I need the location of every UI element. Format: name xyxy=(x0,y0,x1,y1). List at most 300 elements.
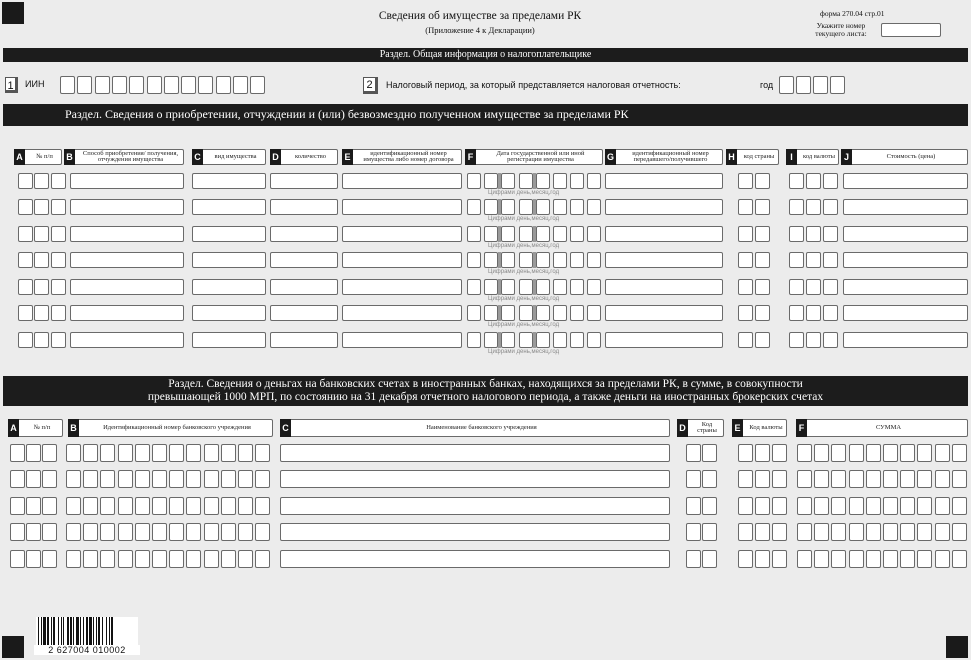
bank-id-digit-cell[interactable] xyxy=(83,497,98,515)
property-country-code-cell[interactable] xyxy=(738,332,753,348)
property-row-number-cell[interactable] xyxy=(18,279,33,295)
bank-id-digit-cell[interactable] xyxy=(152,523,167,541)
property-currency-code-cell[interactable] xyxy=(806,332,821,348)
property-currency-code-cell[interactable] xyxy=(823,305,838,321)
bank-amount-digit-cell[interactable] xyxy=(866,550,881,568)
bank-id-digit-cell[interactable] xyxy=(221,444,236,462)
property-row-number-cell[interactable] xyxy=(34,279,49,295)
bank-row-number-cell[interactable] xyxy=(26,523,41,541)
property-currency-code-cell[interactable] xyxy=(806,173,821,189)
property-row-number-cell[interactable] xyxy=(51,332,66,348)
property-date-digit-cell[interactable] xyxy=(519,199,533,215)
property-id-input[interactable] xyxy=(342,173,462,189)
property-acquisition-input[interactable] xyxy=(70,226,184,242)
iin-digit-cell[interactable] xyxy=(129,76,144,94)
property-date-digit-cell[interactable] xyxy=(570,199,584,215)
property-date-digit-cell[interactable] xyxy=(553,226,567,242)
bank-row-number-cell[interactable] xyxy=(26,470,41,488)
bank-row-number-cell[interactable] xyxy=(10,470,25,488)
bank-country-code-cell[interactable] xyxy=(686,550,701,568)
property-currency-code-cell[interactable] xyxy=(823,279,838,295)
bank-id-digit-cell[interactable] xyxy=(204,470,219,488)
bank-amount-digit-cell[interactable] xyxy=(797,444,812,462)
iin-digit-cell[interactable] xyxy=(112,76,127,94)
bank-id-digit-cell[interactable] xyxy=(255,470,270,488)
bank-amount-digit-cell[interactable] xyxy=(900,550,915,568)
bank-id-digit-cell[interactable] xyxy=(118,470,133,488)
bank-id-digit-cell[interactable] xyxy=(169,497,184,515)
bank-row-number-cell[interactable] xyxy=(42,550,57,568)
bank-id-digit-cell[interactable] xyxy=(66,470,81,488)
bank-amount-digit-cell[interactable] xyxy=(849,523,864,541)
property-currency-code-cell[interactable] xyxy=(823,199,838,215)
property-date-digit-cell[interactable] xyxy=(484,173,498,189)
bank-amount-digit-cell[interactable] xyxy=(883,470,898,488)
bank-id-digit-cell[interactable] xyxy=(186,497,201,515)
property-date-digit-cell[interactable] xyxy=(484,279,498,295)
property-date-digit-cell[interactable] xyxy=(467,173,481,189)
bank-id-digit-cell[interactable] xyxy=(238,523,253,541)
property-quantity-input[interactable] xyxy=(270,305,338,321)
bank-id-digit-cell[interactable] xyxy=(135,470,150,488)
bank-id-digit-cell[interactable] xyxy=(118,497,133,515)
property-date-digit-cell[interactable] xyxy=(519,252,533,268)
bank-row-number-cell[interactable] xyxy=(10,444,25,462)
property-date-digit-cell[interactable] xyxy=(467,332,481,348)
bank-name-input[interactable] xyxy=(280,523,670,541)
bank-id-digit-cell[interactable] xyxy=(238,470,253,488)
counterparty-id-input[interactable] xyxy=(605,305,723,321)
property-type-input[interactable] xyxy=(192,305,266,321)
bank-amount-digit-cell[interactable] xyxy=(900,523,915,541)
bank-amount-digit-cell[interactable] xyxy=(917,444,932,462)
property-value-input[interactable] xyxy=(843,279,968,295)
property-date-digit-cell[interactable] xyxy=(467,226,481,242)
bank-amount-digit-cell[interactable] xyxy=(849,550,864,568)
property-row-number-cell[interactable] xyxy=(18,252,33,268)
year-digit-cell[interactable] xyxy=(779,76,794,94)
counterparty-id-input[interactable] xyxy=(605,173,723,189)
bank-amount-digit-cell[interactable] xyxy=(797,523,812,541)
bank-name-input[interactable] xyxy=(280,497,670,515)
bank-currency-code-cell[interactable] xyxy=(738,470,753,488)
property-quantity-input[interactable] xyxy=(270,173,338,189)
property-type-input[interactable] xyxy=(192,173,266,189)
property-country-code-cell[interactable] xyxy=(738,173,753,189)
property-type-input[interactable] xyxy=(192,226,266,242)
property-acquisition-input[interactable] xyxy=(70,279,184,295)
property-date-digit-cell[interactable] xyxy=(587,252,601,268)
bank-amount-digit-cell[interactable] xyxy=(917,470,932,488)
counterparty-id-input[interactable] xyxy=(605,252,723,268)
property-currency-code-cell[interactable] xyxy=(823,173,838,189)
bank-row-number-cell[interactable] xyxy=(42,444,57,462)
property-currency-code-cell[interactable] xyxy=(789,332,804,348)
bank-id-digit-cell[interactable] xyxy=(100,444,115,462)
property-country-code-cell[interactable] xyxy=(738,252,753,268)
property-date-digit-cell[interactable] xyxy=(570,226,584,242)
bank-row-number-cell[interactable] xyxy=(10,497,25,515)
property-country-code-cell[interactable] xyxy=(755,279,770,295)
property-currency-code-cell[interactable] xyxy=(823,226,838,242)
bank-amount-digit-cell[interactable] xyxy=(883,497,898,515)
bank-amount-digit-cell[interactable] xyxy=(917,523,932,541)
bank-name-input[interactable] xyxy=(280,444,670,462)
bank-country-code-cell[interactable] xyxy=(702,523,717,541)
year-digit-cell[interactable] xyxy=(813,76,828,94)
bank-amount-digit-cell[interactable] xyxy=(883,523,898,541)
iin-digit-cell[interactable] xyxy=(250,76,265,94)
bank-amount-digit-cell[interactable] xyxy=(866,444,881,462)
bank-id-digit-cell[interactable] xyxy=(83,523,98,541)
bank-amount-digit-cell[interactable] xyxy=(849,497,864,515)
bank-id-digit-cell[interactable] xyxy=(221,550,236,568)
property-date-digit-cell[interactable] xyxy=(536,305,550,321)
property-currency-code-cell[interactable] xyxy=(789,199,804,215)
property-quantity-input[interactable] xyxy=(270,252,338,268)
bank-currency-code-cell[interactable] xyxy=(738,550,753,568)
bank-amount-digit-cell[interactable] xyxy=(814,444,829,462)
property-value-input[interactable] xyxy=(843,173,968,189)
bank-currency-code-cell[interactable] xyxy=(772,523,787,541)
bank-amount-digit-cell[interactable] xyxy=(900,470,915,488)
bank-amount-digit-cell[interactable] xyxy=(866,497,881,515)
property-date-digit-cell[interactable] xyxy=(519,279,533,295)
property-row-number-cell[interactable] xyxy=(34,252,49,268)
bank-id-digit-cell[interactable] xyxy=(135,523,150,541)
bank-currency-code-cell[interactable] xyxy=(772,497,787,515)
iin-digit-cell[interactable] xyxy=(95,76,110,94)
bank-amount-digit-cell[interactable] xyxy=(883,444,898,462)
property-date-digit-cell[interactable] xyxy=(553,279,567,295)
property-id-input[interactable] xyxy=(342,252,462,268)
bank-id-digit-cell[interactable] xyxy=(169,550,184,568)
bank-id-digit-cell[interactable] xyxy=(255,550,270,568)
property-row-number-cell[interactable] xyxy=(18,199,33,215)
property-date-digit-cell[interactable] xyxy=(570,173,584,189)
bank-id-digit-cell[interactable] xyxy=(238,550,253,568)
property-quantity-input[interactable] xyxy=(270,226,338,242)
property-id-input[interactable] xyxy=(342,332,462,348)
bank-id-digit-cell[interactable] xyxy=(204,497,219,515)
property-date-digit-cell[interactable] xyxy=(467,199,481,215)
property-date-digit-cell[interactable] xyxy=(519,305,533,321)
property-currency-code-cell[interactable] xyxy=(823,252,838,268)
property-value-input[interactable] xyxy=(843,199,968,215)
property-date-digit-cell[interactable] xyxy=(553,305,567,321)
bank-id-digit-cell[interactable] xyxy=(100,523,115,541)
bank-country-code-cell[interactable] xyxy=(686,497,701,515)
counterparty-id-input[interactable] xyxy=(605,226,723,242)
bank-currency-code-cell[interactable] xyxy=(755,470,770,488)
bank-amount-digit-cell[interactable] xyxy=(814,550,829,568)
property-currency-code-cell[interactable] xyxy=(789,173,804,189)
bank-amount-digit-cell[interactable] xyxy=(849,444,864,462)
property-row-number-cell[interactable] xyxy=(51,199,66,215)
property-date-digit-cell[interactable] xyxy=(519,226,533,242)
bank-name-input[interactable] xyxy=(280,470,670,488)
bank-amount-digit-cell[interactable] xyxy=(952,497,967,515)
bank-amount-digit-cell[interactable] xyxy=(935,550,950,568)
property-date-digit-cell[interactable] xyxy=(570,305,584,321)
bank-amount-digit-cell[interactable] xyxy=(952,470,967,488)
bank-id-digit-cell[interactable] xyxy=(255,523,270,541)
property-country-code-cell[interactable] xyxy=(755,305,770,321)
property-date-digit-cell[interactable] xyxy=(519,173,533,189)
property-acquisition-input[interactable] xyxy=(70,252,184,268)
bank-id-digit-cell[interactable] xyxy=(186,470,201,488)
bank-amount-digit-cell[interactable] xyxy=(935,470,950,488)
bank-id-digit-cell[interactable] xyxy=(152,444,167,462)
counterparty-id-input[interactable] xyxy=(605,332,723,348)
property-date-digit-cell[interactable] xyxy=(587,279,601,295)
property-type-input[interactable] xyxy=(192,332,266,348)
year-digit-cell[interactable] xyxy=(796,76,811,94)
bank-id-digit-cell[interactable] xyxy=(238,444,253,462)
property-country-code-cell[interactable] xyxy=(755,226,770,242)
property-date-digit-cell[interactable] xyxy=(536,252,550,268)
property-row-number-cell[interactable] xyxy=(18,226,33,242)
bank-id-digit-cell[interactable] xyxy=(118,523,133,541)
property-date-digit-cell[interactable] xyxy=(536,226,550,242)
bank-amount-digit-cell[interactable] xyxy=(900,497,915,515)
iin-digit-cell[interactable] xyxy=(233,76,248,94)
bank-id-digit-cell[interactable] xyxy=(118,444,133,462)
property-row-number-cell[interactable] xyxy=(51,305,66,321)
bank-amount-digit-cell[interactable] xyxy=(917,550,932,568)
bank-id-digit-cell[interactable] xyxy=(66,497,81,515)
bank-id-digit-cell[interactable] xyxy=(238,497,253,515)
bank-row-number-cell[interactable] xyxy=(26,444,41,462)
bank-amount-digit-cell[interactable] xyxy=(952,550,967,568)
bank-id-digit-cell[interactable] xyxy=(221,497,236,515)
property-currency-code-cell[interactable] xyxy=(806,226,821,242)
property-currency-code-cell[interactable] xyxy=(806,305,821,321)
bank-id-digit-cell[interactable] xyxy=(152,550,167,568)
property-row-number-cell[interactable] xyxy=(51,173,66,189)
bank-amount-digit-cell[interactable] xyxy=(849,470,864,488)
property-country-code-cell[interactable] xyxy=(755,252,770,268)
bank-country-code-cell[interactable] xyxy=(686,444,701,462)
property-date-digit-cell[interactable] xyxy=(501,173,515,189)
property-date-digit-cell[interactable] xyxy=(519,332,533,348)
bank-id-digit-cell[interactable] xyxy=(83,550,98,568)
bank-row-number-cell[interactable] xyxy=(26,497,41,515)
property-row-number-cell[interactable] xyxy=(34,199,49,215)
iin-digit-cell[interactable] xyxy=(147,76,162,94)
bank-id-digit-cell[interactable] xyxy=(152,497,167,515)
property-date-digit-cell[interactable] xyxy=(501,252,515,268)
bank-country-code-cell[interactable] xyxy=(686,523,701,541)
bank-amount-digit-cell[interactable] xyxy=(814,497,829,515)
bank-amount-digit-cell[interactable] xyxy=(866,470,881,488)
property-row-number-cell[interactable] xyxy=(34,332,49,348)
property-currency-code-cell[interactable] xyxy=(789,252,804,268)
bank-amount-digit-cell[interactable] xyxy=(883,550,898,568)
bank-amount-digit-cell[interactable] xyxy=(952,523,967,541)
bank-id-digit-cell[interactable] xyxy=(66,550,81,568)
bank-amount-digit-cell[interactable] xyxy=(814,523,829,541)
bank-currency-code-cell[interactable] xyxy=(755,444,770,462)
bank-id-digit-cell[interactable] xyxy=(83,444,98,462)
bank-country-code-cell[interactable] xyxy=(702,470,717,488)
property-row-number-cell[interactable] xyxy=(18,305,33,321)
iin-digit-cell[interactable] xyxy=(77,76,92,94)
bank-currency-code-cell[interactable] xyxy=(755,550,770,568)
property-row-number-cell[interactable] xyxy=(34,305,49,321)
bank-amount-digit-cell[interactable] xyxy=(935,444,950,462)
iin-digit-cell[interactable] xyxy=(198,76,213,94)
bank-currency-code-cell[interactable] xyxy=(772,444,787,462)
bank-id-digit-cell[interactable] xyxy=(186,444,201,462)
bank-currency-code-cell[interactable] xyxy=(755,497,770,515)
property-date-digit-cell[interactable] xyxy=(467,279,481,295)
property-date-digit-cell[interactable] xyxy=(570,252,584,268)
property-date-digit-cell[interactable] xyxy=(501,305,515,321)
property-country-code-cell[interactable] xyxy=(755,332,770,348)
bank-country-code-cell[interactable] xyxy=(702,444,717,462)
bank-id-digit-cell[interactable] xyxy=(169,523,184,541)
bank-id-digit-cell[interactable] xyxy=(66,444,81,462)
bank-id-digit-cell[interactable] xyxy=(118,550,133,568)
property-currency-code-cell[interactable] xyxy=(823,332,838,348)
property-row-number-cell[interactable] xyxy=(51,279,66,295)
bank-id-digit-cell[interactable] xyxy=(100,470,115,488)
property-currency-code-cell[interactable] xyxy=(806,252,821,268)
bank-row-number-cell[interactable] xyxy=(42,497,57,515)
property-id-input[interactable] xyxy=(342,199,462,215)
property-currency-code-cell[interactable] xyxy=(789,305,804,321)
property-date-digit-cell[interactable] xyxy=(570,279,584,295)
counterparty-id-input[interactable] xyxy=(605,279,723,295)
property-quantity-input[interactable] xyxy=(270,279,338,295)
bank-row-number-cell[interactable] xyxy=(26,550,41,568)
property-date-digit-cell[interactable] xyxy=(484,199,498,215)
property-row-number-cell[interactable] xyxy=(18,332,33,348)
property-date-digit-cell[interactable] xyxy=(536,173,550,189)
bank-id-digit-cell[interactable] xyxy=(66,523,81,541)
year-digit-cell[interactable] xyxy=(830,76,845,94)
bank-amount-digit-cell[interactable] xyxy=(831,523,846,541)
bank-currency-code-cell[interactable] xyxy=(738,523,753,541)
bank-id-digit-cell[interactable] xyxy=(135,497,150,515)
bank-amount-digit-cell[interactable] xyxy=(917,497,932,515)
property-date-digit-cell[interactable] xyxy=(484,226,498,242)
bank-amount-digit-cell[interactable] xyxy=(797,550,812,568)
property-date-digit-cell[interactable] xyxy=(587,199,601,215)
bank-id-digit-cell[interactable] xyxy=(152,470,167,488)
property-country-code-cell[interactable] xyxy=(738,305,753,321)
property-type-input[interactable] xyxy=(192,199,266,215)
bank-id-digit-cell[interactable] xyxy=(221,470,236,488)
bank-amount-digit-cell[interactable] xyxy=(866,523,881,541)
bank-currency-code-cell[interactable] xyxy=(772,550,787,568)
bank-currency-code-cell[interactable] xyxy=(738,444,753,462)
property-date-digit-cell[interactable] xyxy=(484,332,498,348)
property-country-code-cell[interactable] xyxy=(738,279,753,295)
property-type-input[interactable] xyxy=(192,279,266,295)
bank-id-digit-cell[interactable] xyxy=(255,444,270,462)
property-quantity-input[interactable] xyxy=(270,199,338,215)
property-date-digit-cell[interactable] xyxy=(570,332,584,348)
property-date-digit-cell[interactable] xyxy=(587,332,601,348)
bank-id-digit-cell[interactable] xyxy=(135,444,150,462)
bank-amount-digit-cell[interactable] xyxy=(935,497,950,515)
sheet-number-input[interactable] xyxy=(881,23,941,37)
property-date-digit-cell[interactable] xyxy=(536,279,550,295)
property-date-digit-cell[interactable] xyxy=(536,332,550,348)
property-value-input[interactable] xyxy=(843,252,968,268)
bank-amount-digit-cell[interactable] xyxy=(900,444,915,462)
counterparty-id-input[interactable] xyxy=(605,199,723,215)
bank-id-digit-cell[interactable] xyxy=(100,550,115,568)
bank-id-digit-cell[interactable] xyxy=(255,497,270,515)
property-country-code-cell[interactable] xyxy=(755,173,770,189)
property-row-number-cell[interactable] xyxy=(51,226,66,242)
bank-id-digit-cell[interactable] xyxy=(169,444,184,462)
iin-digit-cell[interactable] xyxy=(164,76,179,94)
bank-country-code-cell[interactable] xyxy=(702,550,717,568)
property-type-input[interactable] xyxy=(192,252,266,268)
property-acquisition-input[interactable] xyxy=(70,305,184,321)
property-row-number-cell[interactable] xyxy=(34,173,49,189)
property-value-input[interactable] xyxy=(843,305,968,321)
bank-amount-digit-cell[interactable] xyxy=(831,550,846,568)
iin-digit-cell[interactable] xyxy=(60,76,75,94)
property-id-input[interactable] xyxy=(342,226,462,242)
property-currency-code-cell[interactable] xyxy=(789,226,804,242)
bank-id-digit-cell[interactable] xyxy=(204,550,219,568)
property-date-digit-cell[interactable] xyxy=(467,252,481,268)
property-date-digit-cell[interactable] xyxy=(553,173,567,189)
bank-row-number-cell[interactable] xyxy=(10,550,25,568)
property-currency-code-cell[interactable] xyxy=(806,199,821,215)
property-currency-code-cell[interactable] xyxy=(789,279,804,295)
property-country-code-cell[interactable] xyxy=(755,199,770,215)
property-country-code-cell[interactable] xyxy=(738,226,753,242)
property-date-digit-cell[interactable] xyxy=(484,305,498,321)
bank-id-digit-cell[interactable] xyxy=(100,497,115,515)
property-date-digit-cell[interactable] xyxy=(484,252,498,268)
bank-amount-digit-cell[interactable] xyxy=(952,444,967,462)
bank-id-digit-cell[interactable] xyxy=(204,444,219,462)
bank-amount-digit-cell[interactable] xyxy=(797,497,812,515)
property-date-digit-cell[interactable] xyxy=(501,199,515,215)
bank-row-number-cell[interactable] xyxy=(42,470,57,488)
bank-currency-code-cell[interactable] xyxy=(738,497,753,515)
iin-digit-cell[interactable] xyxy=(181,76,196,94)
bank-currency-code-cell[interactable] xyxy=(772,470,787,488)
property-date-digit-cell[interactable] xyxy=(536,199,550,215)
bank-amount-digit-cell[interactable] xyxy=(797,470,812,488)
bank-amount-digit-cell[interactable] xyxy=(935,523,950,541)
bank-id-digit-cell[interactable] xyxy=(135,550,150,568)
bank-id-digit-cell[interactable] xyxy=(221,523,236,541)
property-value-input[interactable] xyxy=(843,332,968,348)
bank-id-digit-cell[interactable] xyxy=(186,550,201,568)
bank-id-digit-cell[interactable] xyxy=(169,470,184,488)
property-id-input[interactable] xyxy=(342,305,462,321)
property-date-digit-cell[interactable] xyxy=(553,199,567,215)
bank-country-code-cell[interactable] xyxy=(702,497,717,515)
property-date-digit-cell[interactable] xyxy=(587,173,601,189)
property-value-input[interactable] xyxy=(843,226,968,242)
property-acquisition-input[interactable] xyxy=(70,332,184,348)
property-date-digit-cell[interactable] xyxy=(553,252,567,268)
bank-row-number-cell[interactable] xyxy=(10,523,25,541)
property-date-digit-cell[interactable] xyxy=(467,305,481,321)
property-row-number-cell[interactable] xyxy=(51,252,66,268)
